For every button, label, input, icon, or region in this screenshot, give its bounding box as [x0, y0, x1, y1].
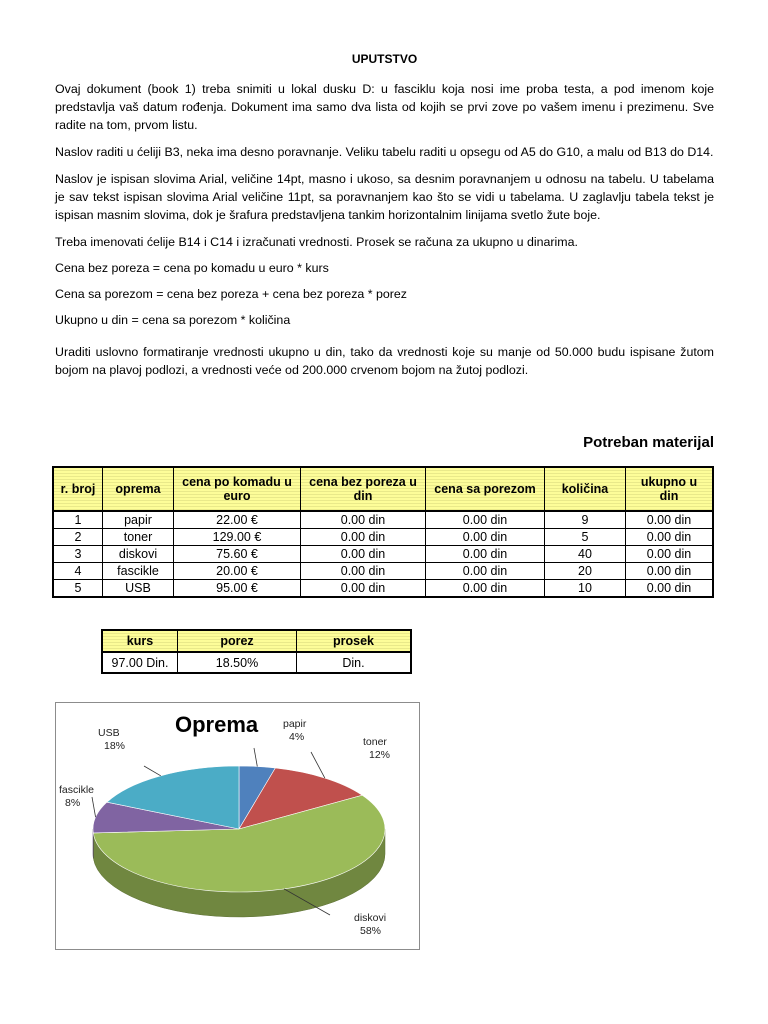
- cell-row-number[interactable]: 3: [53, 546, 103, 563]
- rates-header-row: [102, 630, 411, 652]
- cell-price-euro[interactable]: 22.00 €: [174, 511, 301, 529]
- cell-price-with-tax[interactable]: 0.00 din: [426, 563, 545, 580]
- cell-price-euro[interactable]: 95.00 €: [174, 580, 301, 598]
- paragraph-save-instructions: Ovaj dokument (book 1) treba snimiti u lokal dusku D: u fasciklu koja nosi ime proba testa, a pod imenom koje predstavlja vaš datum rođenja. Dokument ima samo dva lista od kojih se prvi zove po vašem imenu i prezimenu. Sve radite na tom, prvom listu.: [55, 82, 714, 132]
- cell-equipment[interactable]: toner: [103, 529, 174, 546]
- cell-total[interactable]: 0.00 din: [626, 563, 714, 580]
- formula-price-without-tax: Cena bez poreza = cena po komadu u euro * kurs: [55, 261, 329, 275]
- cell-equipment[interactable]: papir: [103, 511, 174, 529]
- pie-chart-svg: [56, 703, 419, 949]
- cell-row-number[interactable]: 2: [53, 529, 103, 546]
- header-row-number: r. broj: [53, 467, 103, 511]
- materials-table-body: [53, 511, 713, 597]
- cell-price-with-tax[interactable]: 0.00 din: [426, 529, 545, 546]
- cell-price-without-tax[interactable]: 0.00 din: [301, 529, 426, 546]
- slice-label-diskovi: diskovi: [354, 912, 387, 924]
- slice-label-fascikle: fascikle: [59, 784, 95, 796]
- section-heading: Potreban materijal: [583, 434, 714, 451]
- paragraph-ranges: Naslov raditi u ćeliji B3, neka ima desno poravnanje. Veliku tabelu raditi u opsegu od A5 do G10, a malu od B13 do D14.: [55, 145, 714, 159]
- document-body: [55, 52, 714, 388]
- header-price-with-tax: cena sa porezom: [426, 467, 545, 511]
- header-tax: porez: [178, 630, 297, 652]
- slice-percent-fascikle: 8%: [65, 797, 81, 809]
- cell-total[interactable]: 0.00 din: [626, 546, 714, 563]
- paragraph-naming: Treba imenovati ćelije B14 i C14 i izračunati vrednosti. Prosek se računa za ukupno u dinarima.: [55, 235, 578, 249]
- table-row: [53, 511, 713, 529]
- cell-price-without-tax[interactable]: 0.00 din: [301, 563, 426, 580]
- rates-row: [102, 652, 411, 673]
- formula-total: Ukupno u din = cena sa porezom * količina: [55, 313, 291, 327]
- cell-exchange-rate[interactable]: 97.00 Din.: [102, 652, 178, 673]
- slice-percent-toner: 12%: [369, 749, 391, 761]
- leader-line-papir: [254, 748, 257, 766]
- pie-chart: [55, 702, 420, 950]
- cell-equipment[interactable]: fascikle: [103, 563, 174, 580]
- leader-line-usb: [144, 766, 161, 776]
- cell-quantity[interactable]: 10: [545, 580, 626, 598]
- formula-price-with-tax: Cena sa porezom = cena bez poreza + cena bez poreza * porez: [55, 287, 407, 301]
- cell-price-with-tax[interactable]: 0.00 din: [426, 546, 545, 563]
- cell-quantity[interactable]: 5: [545, 529, 626, 546]
- header-equipment: oprema: [103, 467, 174, 511]
- paragraph-conditional-format: Uraditi uslovno formatiranje vrednosti ukupno u din, tako da vrednosti koje su manje od 50.000 budu ispisane žutom bojom na plavoj podlozi, a vrednosti veće od 200.000 crvenom bojom na žutoj podlozi.: [55, 345, 714, 377]
- cell-total[interactable]: 0.00 din: [626, 580, 714, 598]
- header-price-euro: cena po komadu u euro: [174, 467, 301, 511]
- cell-price-without-tax[interactable]: 0.00 din: [301, 580, 426, 598]
- leader-line-fascikle: [92, 797, 96, 817]
- header-average: prosek: [297, 630, 412, 652]
- cell-row-number[interactable]: 4: [53, 563, 103, 580]
- slice-label-usb: USB: [98, 727, 120, 739]
- table-row: [53, 529, 713, 546]
- cell-row-number[interactable]: 1: [53, 511, 103, 529]
- header-exchange-rate: kurs: [102, 630, 178, 652]
- header-total: ukupno u din: [626, 467, 714, 511]
- rates-table: [101, 629, 412, 674]
- document-title: UPUTSTVO: [351, 52, 418, 66]
- header-quantity: količina: [545, 467, 626, 511]
- cell-price-euro[interactable]: 20.00 €: [174, 563, 301, 580]
- slice-percent-usb: 18%: [104, 740, 126, 752]
- paragraph-formatting: Naslov je ispisan slovima Arial, veličine 14pt, masno i ukoso, sa desnim poravnanjem u odnosu na tabelu. U tabelama je sav tekst ispisan slovima Arial veličine 11pt, sa poravnanjem kao što se vidi u tabelama. U zaglavlju tabela tekst je ispisan masnim slovima, dok je šrafura predstavljena tankim horizontalnim linijama svetlo žute boje.: [55, 172, 714, 222]
- cell-quantity[interactable]: 9: [545, 511, 626, 529]
- table-row: [53, 563, 713, 580]
- leader-line-toner: [311, 752, 325, 778]
- cell-row-number[interactable]: 5: [53, 580, 103, 598]
- cell-equipment[interactable]: USB: [103, 580, 174, 598]
- cell-quantity[interactable]: 40: [545, 546, 626, 563]
- slice-label-toner: toner: [363, 736, 387, 748]
- cell-price-with-tax[interactable]: 0.00 din: [426, 580, 545, 598]
- cell-equipment[interactable]: diskovi: [103, 546, 174, 563]
- cell-total[interactable]: 0.00 din: [626, 529, 714, 546]
- cell-price-without-tax[interactable]: 0.00 din: [301, 546, 426, 563]
- cell-tax[interactable]: 18.50%: [178, 652, 297, 673]
- cell-quantity[interactable]: 20: [545, 563, 626, 580]
- cell-price-euro[interactable]: 75.60 €: [174, 546, 301, 563]
- slice-percent-papir: 4%: [289, 731, 305, 743]
- cell-average[interactable]: Din.: [297, 652, 412, 673]
- header-price-without-tax: cena bez poreza u din: [301, 467, 426, 511]
- table-header-row: [53, 467, 713, 511]
- table-row: [53, 546, 713, 563]
- chart-title: Oprema: [175, 712, 259, 737]
- slice-label-papir: papir: [283, 718, 307, 730]
- cell-total[interactable]: 0.00 din: [626, 511, 714, 529]
- cell-price-euro[interactable]: 129.00 €: [174, 529, 301, 546]
- materials-table: [52, 466, 714, 598]
- cell-price-without-tax[interactable]: 0.00 din: [301, 511, 426, 529]
- cell-price-with-tax[interactable]: 0.00 din: [426, 511, 545, 529]
- slice-percent-diskovi: 58%: [360, 925, 382, 937]
- table-row: [53, 580, 713, 598]
